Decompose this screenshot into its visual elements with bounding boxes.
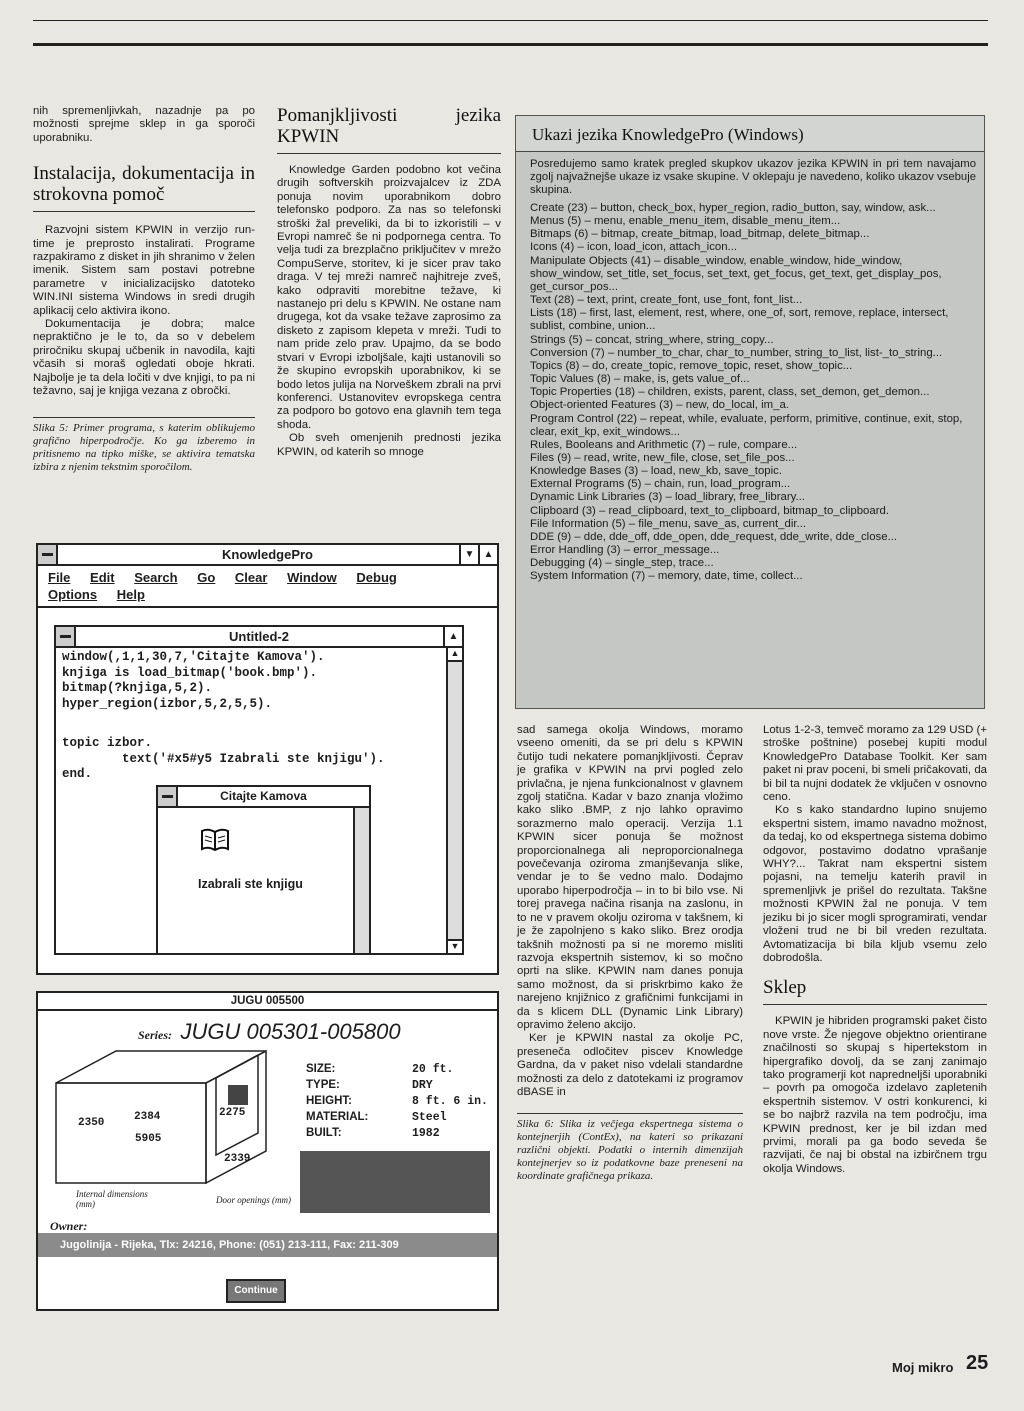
command-group: Rules, Booleans and Arithmetic (7) – rule, compare...: [530, 438, 798, 451]
command-group: Manipulate Objects (41) – disable_window, enable_window, hide_window, show_window, set_title, set_focus, set_text, get_focus, get_text, get_display_pos, get_cursor_pos...: [530, 254, 942, 293]
menu-clear[interactable]: Clear: [234, 570, 268, 585]
menu-edit[interactable]: Edit: [90, 570, 115, 585]
col4-para-2: Ko s kako standardno lupino snujemo ekspertni sistem, imamo navadno možnost, da tedaj, ko od ekspertnega sistema dobimo odgovor, postavimo dodatno vprašanje WHY?... Takrat nam ekspertni sistem pojasni, na temelju katerih pravil in spremenljivk je prišel do rezultata. Takšne možnosti KPWIN žal ne ponuja. V tem jeziku bi jo sicer mogli sprogramirati, vendar vloženi trud ne bi bil vreden rezultata. Avtomatizacija bi bila kljub vsemu zelo dobrodošla.: [763, 804, 987, 964]
series-value: JUGU 005301-005800: [180, 1019, 401, 1044]
column-2: [277, 105, 501, 459]
figure-6-caption: Slika 6: Slika iz večjega ekspertnega sistema o kontejnerjih (ContEx), na kateri so prikazani različni objekti. Podatki o internih dimenzijah kontejnerjev so iz podatkovne baze preneseni na koordinate grafičnega prikaza.: [517, 1113, 743, 1183]
menu-search[interactable]: Search: [134, 570, 178, 585]
minimize-icon[interactable]: ▼: [459, 545, 478, 564]
menu-help[interactable]: Help: [116, 587, 145, 602]
spec-key: MATERIAL:: [306, 1111, 369, 1123]
dim-label: 5905: [135, 1133, 162, 1145]
grey-pattern-block: [300, 1151, 490, 1213]
spec-key: SIZE:: [306, 1063, 336, 1075]
figure-5-caption: Slika 5: Primer programa, s katerim oblikujemo grafično hiperpodročje. Ko ga izberemo in pritisnemo na tipko miške, se aktivira tematska izbira z njenim tekstnim sporočilom.: [33, 417, 255, 474]
code-line: hyper_region(izbor,5,2,5,5).: [62, 696, 273, 711]
command-group: Files (9) – read, write, new_file, close, set_file_pos...: [530, 451, 795, 464]
spec-value: 8 ft. 6 in.: [412, 1095, 488, 1108]
command-group: Topics (8) – do, create_topic, remove_topic, reset, show_topic...: [530, 359, 853, 372]
spec-value: 20 ft.: [412, 1063, 454, 1076]
menu-file[interactable]: File: [48, 570, 71, 585]
code-line: bitmap(?knjiga,5,2).: [62, 681, 213, 695]
dim-label: 2275: [219, 1107, 246, 1119]
command-group: Strings (5) – concat, string_where, string_copy...: [530, 333, 774, 346]
knowledgepro-menubar: [38, 566, 497, 608]
spec-key: TYPE:: [306, 1079, 340, 1091]
spec-key: HEIGHT:: [306, 1095, 352, 1107]
internal-dimensions-label: Internal dimensions (mm): [76, 1189, 148, 1209]
command-group: Clipboard (3) – read_clipboard, text_to_clipboard, bitmap_to_clipboard.: [530, 504, 890, 517]
spec-key: BUILT:: [306, 1127, 342, 1139]
command-group: Error Handling (3) – error_message...: [530, 544, 720, 557]
command-group: Conversion (7) – number_to_char, char_to_number, string_to_list, list-_to_string...: [530, 346, 943, 359]
continue-label: Continue: [234, 1285, 278, 1296]
dialog-scrollbar[interactable]: [353, 808, 369, 953]
spec-value: Steel: [412, 1111, 447, 1124]
code-editor[interactable]: [56, 648, 462, 783]
col4-para-1: Lotus 1-2-3, temveč moramo za 129 USD (+ stroške poštnine) posebej kupiti modul KnowledgePro Database Toolkit. Ker sam paket ni prav poceni, bi smeli pričakovati, da bi bil ta nujni dodatek že vključen v osnovno ceno.: [763, 724, 987, 804]
dim-label: 2384: [134, 1111, 161, 1123]
command-group: Lists (18) – first, last, element, rest, where, one_of, sort, remove, replace, intersect, sublist, combine, union...: [530, 307, 949, 333]
knowledgepro-window: [36, 543, 499, 975]
commands-box-intro: Posredujemo samo kratek pregled skupkov ukazov jezika KPWIN in pri tem navajamo zgolj najvažnejše ukaze iz vsake skupine. V oklepaju je navedeno, koliko ukazov vsebuje skupina.: [530, 158, 976, 196]
command-group: External Programs (5) – chain, run, load_program...: [530, 478, 791, 491]
knowledgepro-title: KnowledgePro: [221, 547, 313, 562]
commands-box-title: Ukazi jezika KnowledgePro (Windows): [516, 116, 984, 152]
command-group: Knowledge Bases (3) – load, new_kb, save_topic.: [530, 465, 783, 478]
spec-value: 1982: [412, 1127, 440, 1140]
spec-value: DRY: [412, 1079, 433, 1092]
top-rule-thin: [33, 20, 988, 21]
door-handle: [228, 1085, 248, 1105]
command-group: File Information (5) – file_menu, save_as, current_dir...: [530, 517, 807, 530]
book-icon[interactable]: [200, 827, 230, 853]
column-1: [33, 105, 255, 474]
document-title: Untitled-2: [229, 629, 289, 644]
command-group: System Information (7) – memory, date, time, collect...: [530, 570, 803, 583]
command-group: Program Control (22) – repeat, while, evaluate, perform, primitive, continue, exit, stop, clear, exit_kp, exit_windows...: [530, 412, 963, 438]
series-row: [138, 1019, 401, 1045]
code-line: topic izbor.: [62, 736, 153, 750]
dialog-titlebar: [158, 787, 369, 808]
citajte-kamova-dialog: [156, 785, 371, 955]
command-group: Create (23) – button, check_box, hyper_region, radio_button, say, window, ask...: [530, 202, 936, 214]
dim-label: 2339: [224, 1153, 251, 1165]
menu-debug[interactable]: Debug: [356, 570, 397, 585]
dialog-system-menu-icon[interactable]: [158, 787, 178, 806]
command-group: Topic Properties (18) – children, exists, parent, class, set_demon, get_demon...: [530, 386, 930, 399]
command-group: Menus (5) – menu, enable_menu_item, disable_menu_item...: [530, 215, 841, 228]
col4-heading: Sklep: [763, 977, 987, 1005]
owner-label: Owner:: [50, 1219, 88, 1233]
command-group: Text (28) – text, print, create_font, use_font, font_list...: [530, 294, 803, 307]
col1-heading: Instalacija, dokumentacija in strokovna pomoč: [33, 163, 255, 212]
col2-heading: Pomanjkljivosti jezika KPWIN: [277, 105, 501, 154]
col1-intro: nih spremenljivkah, nazadnje pa po možnosti sprejme sklep in ga sporoči uporabniku.: [33, 105, 255, 144]
maximize-icon[interactable]: ▲: [478, 545, 497, 564]
top-rule-thick: [33, 43, 988, 46]
page-number: 25: [966, 1352, 989, 1374]
document-titlebar: [56, 627, 462, 648]
command-group: DDE (9) – dde, dde_off, dde_open, dde_request, dde_write, dde_close...: [530, 530, 898, 543]
col1-para-1: Razvojni sistem KPWIN in verzijo run-time je preprosto instalirati. Programe razpakiramo z disket in jih shranimo v želen imenik. Sistem sam postavi potrebne parametre v inicializacijsko datoteko WIN.INI sistema Windows in sredi drugih aplikacij celo aktivira ikono.: [33, 224, 255, 317]
door-openings-label: Door openings (mm): [216, 1195, 291, 1205]
document-maximize-icon[interactable]: ▲: [443, 627, 462, 646]
code-line: knjiga is load_bitmap('book.bmp').: [62, 665, 318, 680]
column-4: [763, 724, 987, 1176]
code-line: end.: [62, 767, 93, 781]
container-title: JUGU 005500: [230, 995, 305, 1007]
knowledgepro-titlebar: [38, 545, 497, 566]
code-line: text('#x5#y5 Izabrali ste knjigu').: [122, 751, 385, 766]
command-group: Topic Values (8) – make, is, gets value_of...: [530, 373, 750, 386]
menu-go[interactable]: Go: [197, 570, 216, 585]
col3-para-1: sad samega okolja Windows, moramo vseeno omeniti, da se pri delu s KPWIN čutijo tudi nekatere pomanjkljivosti. Čeprav je grafika v KPWIN na prvi pogled zelo privlačna, je njena funkcionalnost v glavnem zgolj statična. Kadar v bazo znanja vložimo kako sliko .BMP, z njo lahko opravimo sorazmerno malo operacij. Verzija 1.1 KPWIN sicer ponuja še možnost proporcionalnega ali neproporcionalnega povečevanja oziroma zmanjševanja slike, vendar je to še vedno malo. Dodajmo uporabo hiperpodročja – in to bi bilo vse. Ni torej pravega načina risanja na zaslonu, in to ne v pravem okolju oziroma v takšnem, ki je že zapolnjeno s kako sliko. Brez orodja takšnih možnosti pa si ne moremo misliti razvoja ekspertnih sistemov, ki so močno oprti na slike. KPWIN nam danes ponuja samo možnost, da si priskrbimo kako že narejeno knjižnico z grafičnimi funkcijami in da s klicem DLL (Dynamic Link Library) opravimo želeno akcijo.: [517, 724, 743, 1031]
commands-list: [516, 197, 984, 584]
command-group: Bitmaps (6) – bitmap, create_bitmap, load_bitmap, delete_bitmap...: [530, 228, 870, 241]
document-system-menu-icon[interactable]: [56, 627, 76, 646]
system-menu-icon[interactable]: [38, 545, 58, 564]
menu-window[interactable]: Window: [287, 570, 337, 585]
container-titlebar: [38, 993, 497, 1011]
dim-label: 2350: [78, 1117, 105, 1129]
dialog-message: Izabrali ste knjigu: [198, 877, 303, 891]
dialog-title: Citajte Kamova: [220, 789, 307, 803]
column-3: [517, 724, 743, 1183]
series-label: Series:: [138, 1028, 172, 1042]
col1-para-2: Dokumentacija je dobra; malce nepraktično je le to, da so v debelem priročniku skupaj učbenik in navodila, kajti včasih si moraš ogledati oboje hkrati. Najbolje je ta dela ločiti v dve knjigi, to pa ni težavno, saj je knjiga vezana z obročki.: [33, 318, 255, 398]
command-group: Object-oriented Features (3) – new, do_local, im_a.: [530, 399, 789, 412]
vertical-scrollbar[interactable]: ▲ ▼: [446, 648, 462, 953]
commands-sidebar-box: [515, 115, 985, 709]
continue-button[interactable]: [226, 1279, 286, 1303]
command-group: Debugging (4) – single_step, trace...: [530, 557, 714, 570]
code-line: window(,1,1,30,7,'Citajte Kamova').: [62, 650, 325, 664]
command-group: Dynamic Link Libraries (3) – load_library, free_library...: [530, 491, 805, 504]
menu-options[interactable]: Options: [48, 587, 98, 602]
col2-para-2: Ob sveh omenjenih prednosti jezika KPWIN, od katerih so mnoge: [277, 432, 501, 458]
container-window: [36, 991, 499, 1311]
owner-line: Jugolinija - Rijeka, Tlx: 24216, Phone: (051) 213-111, Fax: 211-309: [38, 1233, 497, 1257]
command-group: Icons (4) – icon, load_icon, attach_icon...: [530, 241, 738, 254]
col2-para-1: Knowledge Garden podobno kot večina drugih softverskih proizvajalcev iz ZDA ponuja novim uporabnikom dobro telefonsko podporo. Za nas so telefonski stroški žal preveliki, da bi to izkoristili – v Evropi namreč še ni podpornega centra. To velja tudi za brezplačno priključitev v mrežo CompuServe, storitev, ki je sicer prav tako draga. V tej mreži namreč najhitreje zveš, kako odpraviti morebitne težave, ki nastanejo pri delu s KPWIN. Ne ostane nam drugega, kot da vsake težave zaprosimo za disketo z zapisom klepeta v mreži. Tudi to nam pride zelo prav. Upajmo, da se bodo stvari v Evropi izboljšale, kajti ustanovili so že skupino evropskih uporabnikov, ki se bodo letos julija na Norveškem zbrali na prvi konferenci. Ustanovitev evropskega centra za podporo bo gotovo ena glavnih tem tega shoda.: [277, 164, 501, 431]
col4-para-3: KPWIN je hibriden programski paket čisto nove vrste. Že njegove objektno orientirane značilnosti so skupaj s hipertekstom in hipergrafiko dovolj, da se zanj zanimajo tako programerji kot napredneljši uporabniki – povrh pa omogoča izdelavo zapletenih ekspertnih sistemov. V ostri konkurenci, ki se bo najbrž razvila na tem področju, ima KPWIN prednost, ker je bil izdan med prvimi, morali pa ga bodo seveda še razvijati, če naj bi obstal na izbirčnem trgu okolja Windows.: [763, 1015, 987, 1175]
col3-para-2: Ker je KPWIN nastal za okolje PC, preseneča odločitev piscev Knowledge Gardna, da v paket niso vdelali standardne možnosti za delo z datotekami iz programov dBASE in: [517, 1032, 743, 1098]
magazine-name: Moj mikro: [892, 1360, 954, 1375]
